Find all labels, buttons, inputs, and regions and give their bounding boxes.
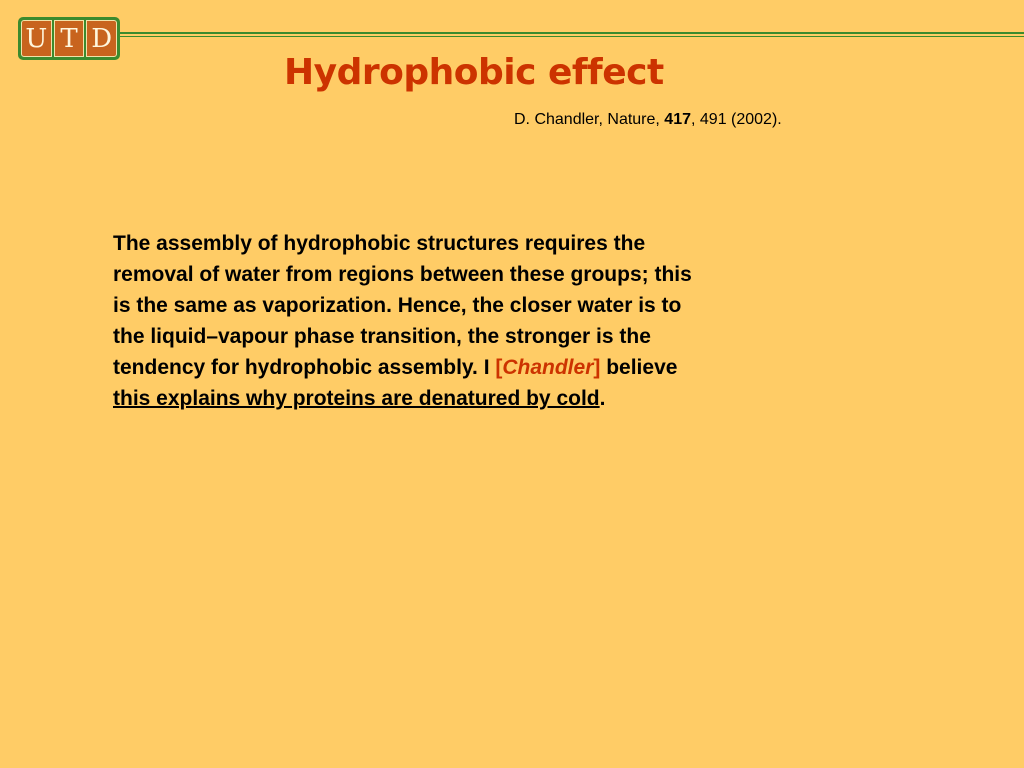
body-end-period: . <box>599 387 606 410</box>
citation-volume: 417 <box>664 111 691 128</box>
body-line-5-end: believe <box>600 356 678 379</box>
logo-letter-d: D <box>86 20 117 57</box>
bracket-open: [ <box>495 356 503 379</box>
body-line-4: the liquid–vapour phase transition, the stronger is the <box>113 325 651 348</box>
slide-title: Hydrophobic effect <box>284 52 664 93</box>
citation-prefix: D. Chandler, Nature, <box>514 111 665 128</box>
logo-letter-u: U <box>21 20 52 57</box>
citation <box>514 111 782 129</box>
utd-logo <box>18 17 120 60</box>
logo-letter-t: T <box>54 20 85 57</box>
body-line-3: is the same as vaporization. Hence, the closer water is to <box>113 294 682 317</box>
header-rule-bottom <box>120 36 1024 37</box>
bracket-close: ] <box>593 356 601 379</box>
author-name: Chandler <box>502 356 594 379</box>
body-line-2: removal of water from regions between these groups; this <box>113 263 692 286</box>
body-line-1: The assembly of hydrophobic structures requires the <box>113 232 646 255</box>
header-rule-top <box>120 32 1024 34</box>
body-line-5: tendency for hydrophobic assembly. I <box>113 356 496 379</box>
body-paragraph <box>113 228 833 414</box>
underlined-claim: this explains why proteins are denatured by cold <box>113 387 600 410</box>
citation-suffix: , 491 (2002). <box>691 111 782 128</box>
